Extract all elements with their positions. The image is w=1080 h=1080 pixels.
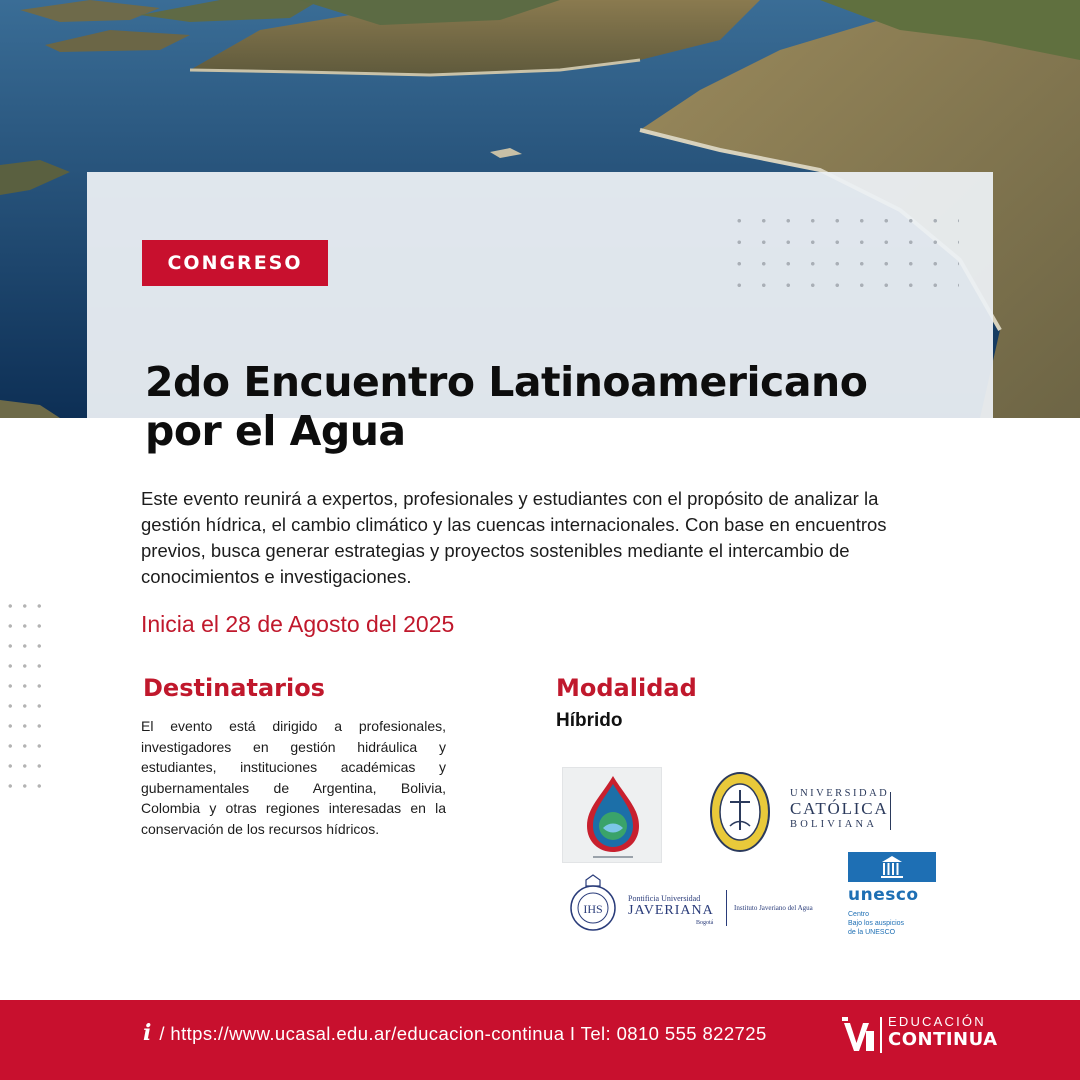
event-description: Este evento reunirá a expertos, profesionales y estudiantes con el propósito de analizar la gestión hídrica, el cambio climático y las cuencas internacionales. Con base en encuentros previos, busca generar estrategias y proyectos sostenibles mediante el intercambio de conocimientos e investigaciones.: [141, 488, 887, 587]
ucasal-v-icon: [842, 1017, 876, 1057]
unesco-logo: [848, 852, 938, 942]
info-icon: i: [143, 1020, 152, 1046]
water-drop-icon: [563, 768, 663, 864]
category-badge: [142, 240, 328, 286]
ec-divider: [880, 1017, 882, 1053]
ucb-seal-icon: [708, 770, 778, 854]
javeriana-logo: [562, 874, 824, 938]
category-badge-label: CONGRESO: [167, 252, 303, 274]
modalidad-heading: Modalidad: [556, 674, 697, 702]
footer-contact-text[interactable]: / https://www.ucasal.edu.ar/educacion-continua I Tel: 0810 555 822725: [159, 1023, 767, 1044]
event-title-line1: 2do Encuentro Latinoamericano: [145, 358, 868, 406]
footer-contact: [143, 1020, 767, 1046]
ucb-divider: [890, 792, 891, 830]
decorative-dot-grid: [727, 210, 959, 300]
javeriana-divider: [726, 890, 727, 926]
destinatarios-heading: Destinatarios: [143, 674, 325, 702]
educacion-continua-logo: [842, 1013, 1012, 1063]
event-title-line2: por el Agua: [145, 407, 406, 455]
ec-brand-line2: CONTINUA: [888, 1029, 998, 1050]
javeriana-city: Bogotá: [696, 920, 714, 926]
ec-brand-line1: EDUCACIÓN: [888, 1014, 986, 1029]
javeriana-line1: Pontificia Universidad: [628, 894, 701, 903]
decorative-side-dots: [0, 596, 44, 796]
unesco-sub3: de la UNESCO: [848, 929, 896, 936]
event-title: [145, 358, 1005, 456]
modalidad-value: Híbrido: [556, 710, 623, 731]
congress-drop-logo: [562, 767, 662, 863]
unesco-temple-icon: [848, 852, 936, 882]
ucb-line1: UNIVERSIDAD: [790, 788, 890, 799]
unesco-wordmark: unesco: [848, 885, 919, 905]
javeriana-crest-icon: [562, 874, 624, 938]
start-date: Inicia el 28 de Agosto del 2025: [141, 611, 455, 637]
ucb-logo: [708, 770, 898, 854]
destinatarios-text: El evento está dirigido a profesionales, investigadores en gestión hidráulica y estudiantes, instituciones académicas y gubernamentales de Argentina, Bolivia, Colombia y otras regiones interesadas en la conservación de los recursos hídricos.: [141, 718, 446, 837]
svg-text:IHS: IHS: [583, 902, 603, 916]
unesco-sub1: Centro: [848, 911, 870, 918]
footer-bar: [0, 1000, 1080, 1080]
javeriana-line2: JAVERIANA: [628, 903, 714, 918]
ucb-line3: BOLIVIANA: [790, 819, 878, 830]
ucb-line2: CATÓLICA: [790, 799, 889, 818]
javeriana-institute: Instituto Javeriano del Agua: [734, 904, 813, 912]
unesco-sub2: Bajo los auspicios: [848, 920, 905, 927]
